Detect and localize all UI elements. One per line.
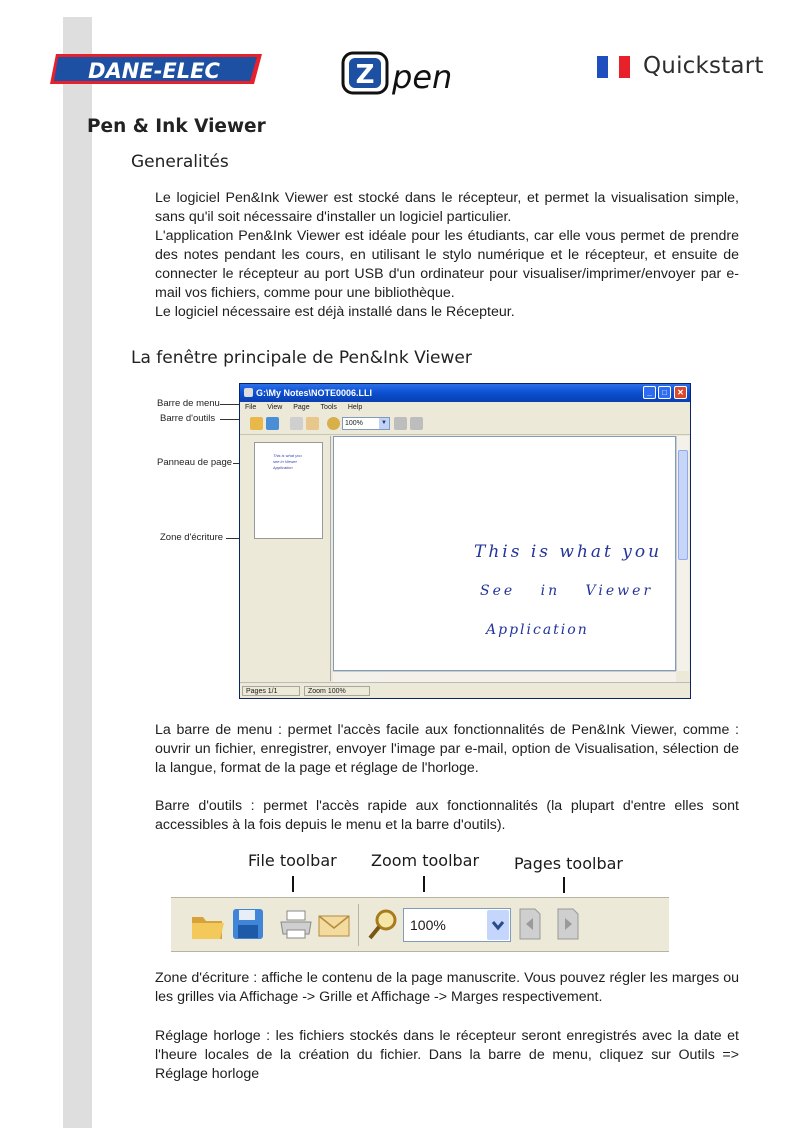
chevron-down-icon: ▼ (379, 418, 389, 429)
menu-help[interactable]: Help (347, 404, 363, 411)
zoom-value: 100% (345, 420, 363, 427)
save-disk-icon[interactable] (231, 907, 265, 941)
label-tick (423, 876, 425, 892)
app-icon (244, 388, 253, 397)
file-toolbar-label: File toolbar (248, 851, 337, 870)
side-strip (63, 17, 92, 1128)
chevron-down-icon (487, 910, 509, 940)
generalites-text (155, 189, 739, 322)
menu-view[interactable]: View (267, 404, 283, 411)
label-tick (292, 876, 294, 892)
status-pages: Pages 1/1 (242, 686, 300, 696)
zoom-toolbar-label: Zoom toolbar (371, 851, 480, 870)
zpen-logo (340, 50, 460, 96)
paragraph: Le logiciel nécessaire est déjà installé dans le Récepteur. (155, 304, 515, 320)
menu-tools[interactable]: Tools (320, 404, 337, 411)
menu-page[interactable]: Page (293, 404, 310, 411)
close-icon[interactable]: ✕ (674, 386, 687, 399)
callout-toolbar: Barre d'outils (160, 413, 216, 424)
toolbar-zoomed (171, 897, 669, 952)
zoom-select[interactable] (403, 908, 511, 942)
main-window-heading: La fenêtre principale de Pen&Ink Viewer (131, 348, 472, 368)
writing-description: Zone d'écriture : affiche le contenu de la page manuscrite. Vous pouvez régler les marges ou les grilles via Affichage -> Grille et Affichage -> Marges respectivement. (155, 970, 739, 1005)
horizontal-scrollbar[interactable] (333, 671, 676, 682)
zoom-magnifier-icon[interactable] (367, 907, 399, 941)
previous-page-icon[interactable] (394, 417, 407, 430)
menu-file[interactable]: File (245, 404, 257, 411)
writing-area[interactable] (333, 436, 676, 671)
handwriting-line-2: See in Viewer (480, 583, 654, 599)
print-icon[interactable] (290, 417, 303, 430)
open-folder-icon[interactable] (250, 417, 263, 430)
print-icon[interactable] (279, 908, 313, 940)
next-page-icon[interactable] (410, 417, 423, 430)
page-panel (244, 436, 331, 681)
save-disk-icon[interactable] (266, 417, 279, 430)
paragraph: Le logiciel Pen&Ink Viewer est stocké dans le récepteur, et permet la visualisation simple, sans qu'il soit nécessaire d'installer un logiciel particulier. (155, 190, 739, 225)
toolbar-description: Barre d'outils : permet l'accès rapide aux fonctionnalités (la plupart d'entre elles sont accessibles à la fois depuis le menu et la barre d'outils). (155, 798, 739, 833)
menu-description: La barre de menu : permet l'accès facile aux fonctionnalités de Pen&Ink Viewer, comme : ouvrir un fichier, enregistrer, envoyer l'image par e-mail, option de Visualisation, sélection de la langue, format de la page et réglage de l'horloge. (155, 722, 739, 776)
open-folder-icon[interactable] (189, 907, 225, 943)
handwriting (334, 437, 675, 670)
svg-text:Z: Z (355, 60, 375, 90)
zoom-select[interactable] (342, 417, 390, 430)
generalites-heading: Generalités (131, 152, 229, 172)
vertical-scrollbar[interactable] (676, 436, 689, 671)
handwriting-line-1: This is what you (474, 542, 663, 562)
handwriting-line-3: Application (486, 622, 589, 638)
maximize-icon[interactable]: □ (658, 386, 671, 399)
section-title: Quickstart (643, 53, 764, 79)
previous-page-icon[interactable] (517, 907, 543, 941)
pages-toolbar-label: Pages toolbar (514, 854, 623, 873)
callout-menu: Barre de menu (157, 398, 220, 409)
next-page-icon[interactable] (555, 907, 581, 941)
dane-elec-logo (48, 52, 266, 86)
svg-text:pen: pen (392, 58, 453, 96)
flag-france-icon (597, 56, 631, 78)
window-titlebar (240, 384, 690, 402)
app-window (239, 383, 691, 699)
svg-text:DANE-ELEC: DANE-ELEC (88, 59, 220, 83)
page-title: Pen & Ink Viewer (87, 116, 266, 137)
menu-bar (240, 402, 690, 414)
thumbnail-text: This is what you see in Viewer Application (273, 453, 302, 470)
status-bar (240, 682, 690, 699)
callout-page-panel: Panneau de page (157, 457, 233, 468)
page-thumbnail[interactable] (254, 442, 323, 539)
zoom-value: 100% (410, 917, 446, 933)
status-zoom: Zoom 100% (304, 686, 370, 696)
toolbar (240, 414, 690, 435)
callout-writing-zone: Zone d'écriture (160, 532, 224, 543)
window-title: G:\My Notes\NOTE0006.LLI (256, 388, 373, 398)
label-tick (563, 877, 565, 893)
paragraph: L'application Pen&Ink Viewer est idéale pour les étudiants, car elle vous permet de prendre des notes pendant les cours, en utilisant le stylo numérique et le récepteur, et ensuite de connecter le récepteur au port USB d'un ordinateur pour visualiser/imprimer/envoyer par e-mail vos fichiers, comme pour une bibliothèque. (155, 228, 739, 301)
zoom-magnifier-icon[interactable] (327, 417, 340, 430)
toolbar-separator (358, 904, 359, 946)
scroll-thumb[interactable] (678, 450, 688, 560)
minimize-icon[interactable]: _ (643, 386, 656, 399)
email-icon[interactable] (306, 417, 319, 430)
clock-description: Réglage horloge : les fichiers stockés dans le récepteur seront enregistrés avec la date et l'heure locales de la création du fichier. Dans la barre de menu, cliquez sur Outils => Réglage horloge (155, 1028, 739, 1082)
email-icon[interactable] (317, 908, 353, 940)
